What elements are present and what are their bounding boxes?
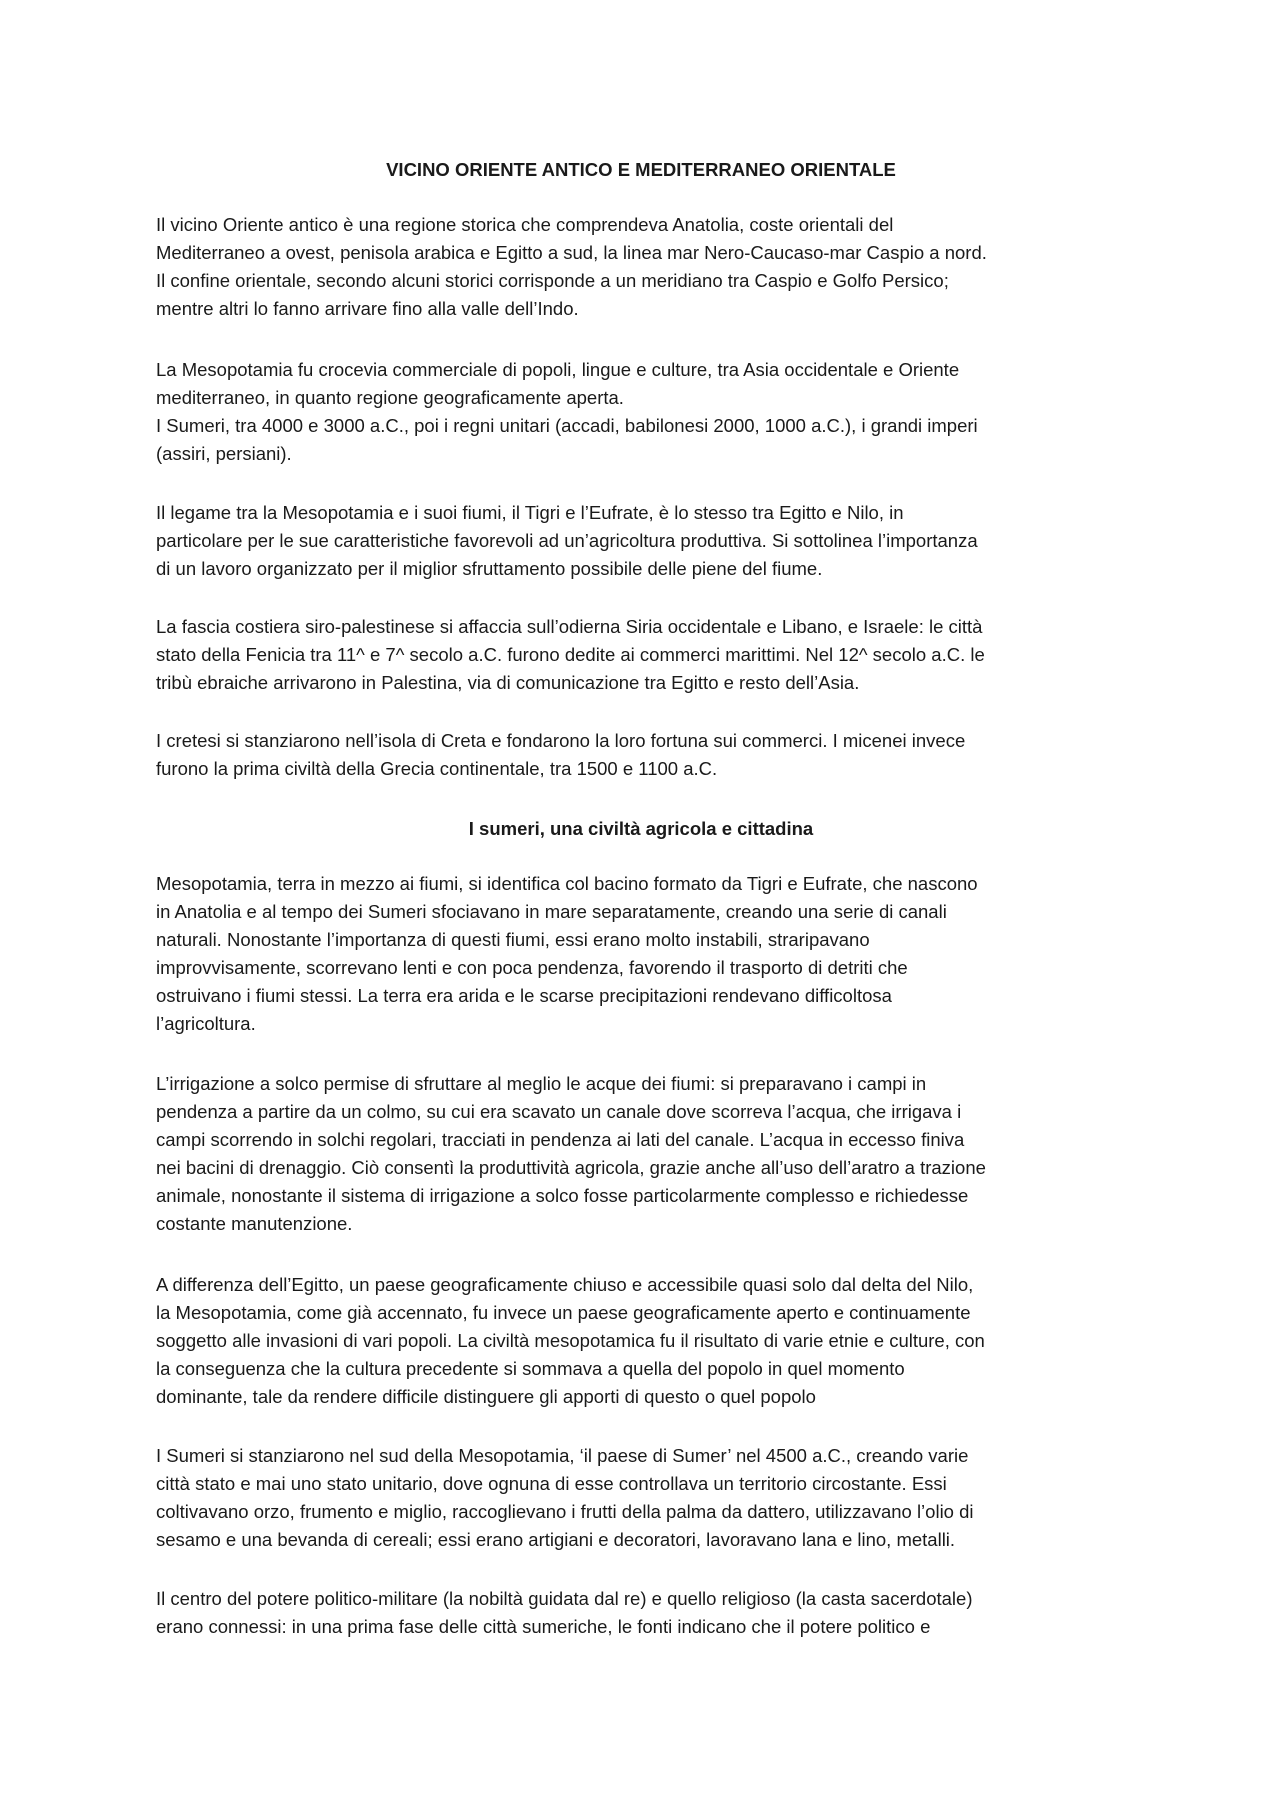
text-line: costante manutenzione. xyxy=(156,1213,353,1235)
paragraph-irrigazione xyxy=(156,1070,1126,1239)
text-line: sesamo e una bevanda di cereali; essi erano artigiani e decoratori, lavoravano lana e lino, metalli. xyxy=(156,1529,956,1551)
section-title: I sumeri, una civiltà agricola e cittadina xyxy=(468,818,814,839)
text-line: animale, nonostante il sistema di irrigazione a solco fosse particolarmente complesso e richiedesse xyxy=(156,1185,969,1207)
paragraph-tigri-eufrate xyxy=(156,499,1126,583)
text-line: soggetto alle invasioni di vari popoli. La civiltà mesopotamica fu il risultato di varie etnie e culture, con xyxy=(156,1330,985,1352)
text-line: tribù ebraiche arrivarono in Palestina, via di comunicazione tra Egitto e resto dell’Asia. xyxy=(156,672,860,694)
text-line: La Mesopotamia fu crocevia commerciale di popoli, lingue e culture, tra Asia occidentale e Oriente xyxy=(156,359,960,380)
text-line: A differenza dell’Egitto, un paese geograficamente chiuso e accessibile quasi solo dal delta del Nilo, xyxy=(156,1274,974,1295)
text-line: mentre altri lo fanno arrivare fino alla valle dell’Indo. xyxy=(156,298,579,320)
text-line: naturali. Nonostante l’importanza di questi fiumi, essi erano molto instabili, straripavano xyxy=(156,929,870,951)
text-line: mediterraneo, in quanto regione geograficamente aperta. xyxy=(156,387,624,409)
text-line: (assiri, persiani). xyxy=(156,443,292,465)
paragraph-siro-palestinese xyxy=(156,613,1126,697)
text-line: improvvisamente, scorrevano lenti e con poca pendenza, favorendo il trasporto di detriti che xyxy=(156,957,908,979)
paragraph-potere-politico xyxy=(156,1585,1126,1641)
paragraph-egitto-mesopotamia xyxy=(156,1271,1126,1411)
paragraph-vicino-oriente xyxy=(156,211,1126,323)
paragraph-sumeri-stanziamento xyxy=(156,1442,1126,1554)
text-line: città stato e mai uno stato unitario, dove ognuna di esse controllava un territorio circostante. Essi xyxy=(156,1473,947,1495)
text-line: pendenza a partire da un colmo, su cui era scavato un canale dove scorreva l’acqua, che irrigava i xyxy=(156,1101,962,1123)
text-line: particolare per le sue caratteristiche favorevoli ad un’agricoltura produttiva. Si sottolinea l’importanza xyxy=(156,530,978,552)
paragraph-mesopotamia-crocevia xyxy=(156,356,1126,468)
text-line: di un lavoro organizzato per il miglior sfruttamento possibile delle piene del fiume. xyxy=(156,558,823,580)
text-line: l’agricoltura. xyxy=(156,1013,256,1035)
text-line: La fascia costiera siro-palestinese si affaccia sull’odierna Siria occidentale e Libano, e Israele: le città xyxy=(156,616,983,637)
text-line: I Sumeri si stanziarono nel sud della Mesopotamia, ‘il paese di Sumer’ nel 4500 a.C., creando varie xyxy=(156,1445,969,1466)
text-line: Mediterraneo a ovest, penisola arabica e Egitto a sud, la linea mar Nero-Caucaso-mar Caspio a nord. xyxy=(156,242,987,264)
text-line: Il vicino Oriente antico è una regione storica che comprendeva Anatolia, coste orientali del xyxy=(156,214,894,235)
text-line: Mesopotamia, terra in mezzo ai fiumi, si identifica col bacino formato da Tigri e Eufrate, che nascono xyxy=(156,873,978,894)
text-line: Il legame tra la Mesopotamia e i suoi fiumi, il Tigri e l’Eufrate, è lo stesso tra Egitto e Nilo, in xyxy=(156,502,904,523)
text-line: L’irrigazione a solco permise di sfruttare al meglio le acque dei fiumi: si preparavano i campi in xyxy=(156,1073,927,1094)
text-line: Il confine orientale, secondo alcuni storici corrisponde a un meridiano tra Caspio e Golfo Persico; xyxy=(156,270,949,292)
text-line: furono la prima civiltà della Grecia continentale, tra 1500 e 1100 a.C. xyxy=(156,758,718,780)
text-line: la conseguenza che la cultura precedente si sommava a quella del popolo in quel momento xyxy=(156,1358,905,1380)
text-line: la Mesopotamia, come già accennato, fu invece un paese geograficamente aperto e continuamente xyxy=(156,1302,971,1324)
text-line: Il centro del potere politico-militare (la nobiltà guidata dal re) e quello religioso (la casta sacerdotale) xyxy=(156,1588,973,1609)
text-line: I cretesi si stanziarono nell’isola di Creta e fondarono la loro fortuna sui commerci. I micenei invece xyxy=(156,730,966,751)
text-line: coltivavano orzo, frumento e miglio, raccoglievano i frutti della palma da dattero, utilizzavano l’olio di xyxy=(156,1501,974,1523)
text-line: ostruivano i fiumi stessi. La terra era arida e le scarse precipitazioni rendevano difficoltosa xyxy=(156,985,892,1007)
text-line: dominante, tale da rendere difficile distinguere gli apporti di questo o quel popolo xyxy=(156,1386,816,1408)
document-title: VICINO ORIENTE ANTICO E MEDITERRANEO ORIENTALE xyxy=(386,159,896,180)
text-line: stato della Fenicia tra 11^ e 7^ secolo a.C. furono dedite ai commerci marittimi. Nel 12^ secolo a.C. le xyxy=(156,644,985,666)
text-line: in Anatolia e al tempo dei Sumeri sfociavano in mare separatamente, creando una serie di canali xyxy=(156,901,947,923)
paragraph-terra-fiumi xyxy=(156,870,1126,1039)
paragraph-cretesi-micenei xyxy=(156,727,1126,783)
text-line: I Sumeri, tra 4000 e 3000 a.C., poi i regni unitari (accadi, babilonesi 2000, 1000 a.C.), i grandi imperi xyxy=(156,415,978,437)
text-line: erano connessi: in una prima fase delle città sumeriche, le fonti indicano che il potere politico e xyxy=(156,1616,931,1638)
text-line: campi scorrendo in solchi regolari, tracciati in pendenza ai lati del canale. L’acqua in eccesso finiva xyxy=(156,1129,965,1151)
text-line: nei bacini di drenaggio. Ciò consentì la produttività agricola, grazie anche all’uso dell’aratro a trazione xyxy=(156,1157,986,1179)
